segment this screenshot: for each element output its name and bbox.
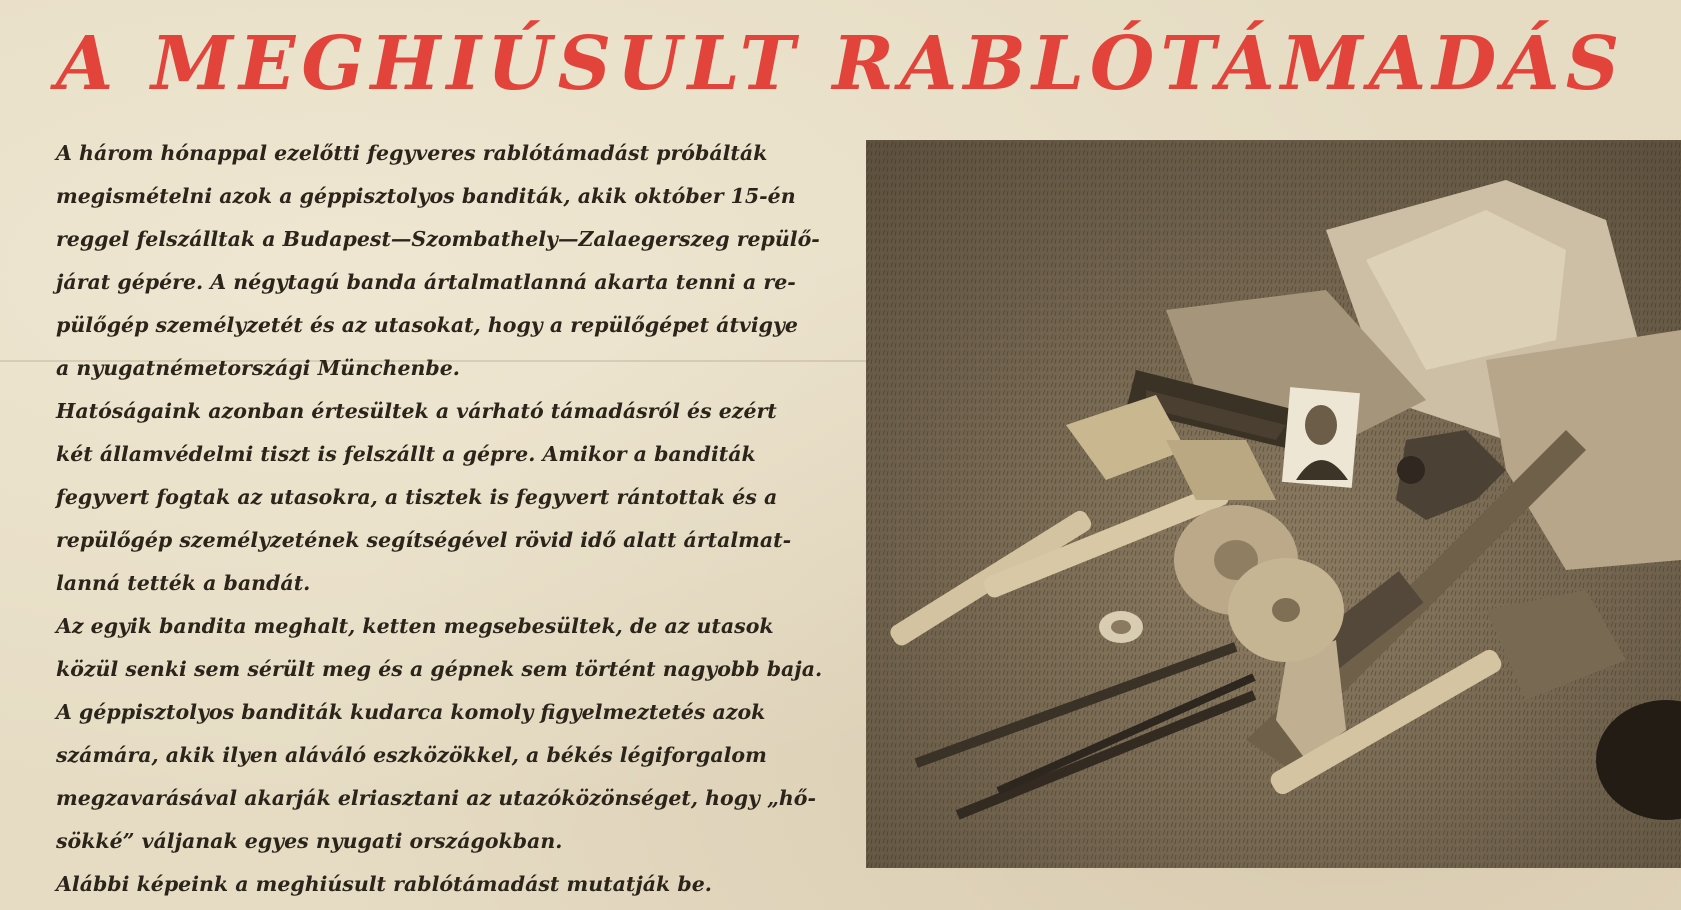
text-line: lanná tették a bandát. [56,571,311,595]
text-line: járat gépére. A négytagú banda ártalmatlanná akarta tenni a re- [56,270,796,294]
evidence-photo-illustration [866,140,1681,868]
article-body [6,132,824,906]
text-line: két államvédelmi tiszt is felszállt a gépre. Amikor a banditák [56,442,756,466]
text-line: megismételni azok a géppisztolyos banditák, akik október 15-én [56,184,796,208]
text-line: A géppisztolyos banditák kudarca komoly figyelmeztetés azok [56,700,766,724]
text-line: pülőgép személyzetét és az utasokat, hogy a repülőgépet átvigye [56,313,798,337]
paragraph-1 [6,132,824,390]
paragraph-2 [6,390,824,605]
text-line: repülőgép személyzetének segítségével rövid idő alatt ártalmat- [56,528,792,552]
text-line: közül senki sem sérült meg és a gépnek sem történt nagyobb baja. [56,657,823,681]
portrait-photo [1282,387,1360,488]
paragraph-3 [6,605,824,691]
text-line: a nyugatnémetországi Münchenbe. [56,356,460,380]
tape-roll [1099,611,1143,643]
text-line: A három hónappal ezelőtti fegyveres rablótámadást próbálták [56,141,768,165]
text-line: megzavarásával akarják elriasztani az utazóközönséget, hogy „hő- [56,786,816,810]
text-line: reggel felszálltak a Budapest—Szombathely—Zalaegerszeg repülő- [56,227,820,251]
text-line: Alábbi képeink a meghiúsult rablótámadást mutatják be. [56,872,712,896]
headline: A MEGHIÚSULT RABLÓTÁMADÁS [55,21,1626,107]
text-line: Az egyik bandita meghalt, ketten megsebesültek, de az utasok [56,614,774,638]
text-line: fegyvert fogtak az utasokra, a tisztek is fegyvert rántottak és a [56,485,778,509]
evidence-photo [866,140,1681,868]
text-line: sökké” váljanak egyes nyugati országokban. [56,829,563,853]
paragraph-5 [6,863,824,906]
paragraph-4 [6,691,824,863]
text-line: számára, akik ilyen aláváló eszközökkel, a békés légiforgalom [56,743,767,767]
text-line: Hatóságaink azonban értesültek a várható támadásról és ezért [56,399,777,423]
